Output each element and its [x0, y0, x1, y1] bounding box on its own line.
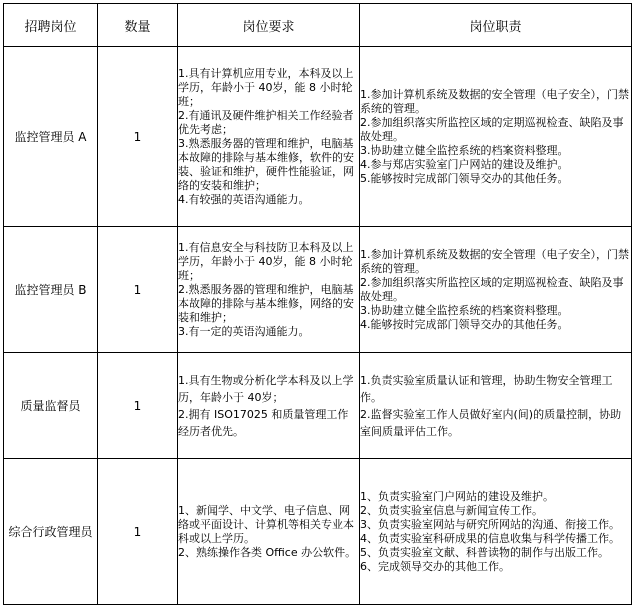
duties-cell [360, 47, 632, 227]
duty-item: 6、完成领导交办的其他工作。 [360, 559, 510, 573]
count-cell: 1 [98, 227, 178, 353]
count-cell: 1 [98, 353, 178, 459]
duty-item: 1.负责实验室质量认证和管理，协助生物安全管理工作。 [360, 373, 613, 404]
recruitment-table [3, 3, 632, 605]
duty-item: 4.参与郑店实验室门户网站的建设及维护。 [360, 157, 569, 171]
requirements-cell [178, 353, 360, 459]
duty-item: 5.能够按时完成部门领导交办的其他任务。 [360, 171, 569, 185]
header-requirements: 岗位要求 [178, 4, 360, 47]
header-position: 招聘岗位 [4, 4, 98, 47]
duty-item: 1.参加计算机系统及数据的安全管理（电子安全），门禁系统的管理。 [360, 87, 629, 115]
requirement-item: 4.有较强的英语沟通能力。 [178, 192, 310, 206]
count-cell: 1 [98, 47, 178, 227]
duty-item: 5、负责实验室文献、科普读物的制作与出版工作。 [360, 545, 609, 559]
duty-item: 3.协助建立健全监控系统的档案资料整理。 [360, 143, 569, 157]
duties-cell [360, 353, 632, 459]
requirement-item: 3.有一定的英语沟通能力。 [178, 324, 310, 338]
duty-item: 1.参加计算机系统及数据的安全管理（电子安全），门禁系统的管理。 [360, 247, 629, 275]
table-row [4, 459, 632, 605]
requirement-item: 3.熟悉服务器的管理和维护，电脑基本故障的排除与基本维修，软件的安装、验证和维护，硬件性能验证，网络的安装和维护； [178, 136, 354, 192]
duty-item: 3、负责实验室网站与研究所网站的沟通、衔接工作。 [360, 517, 620, 531]
duty-item: 2.参加组织落实所监控区域的定期巡视检查、缺陷及事故处理。 [360, 115, 624, 143]
requirements-cell [178, 47, 360, 227]
duty-item: 2、负责实验室信息与新闻宣传工作。 [360, 503, 543, 517]
requirements-cell [178, 459, 360, 605]
position-cell: 监控管理员 A [4, 47, 98, 227]
duty-item: 2.参加组织落实所监控区域的定期巡视检查、缺陷及事故处理。 [360, 275, 624, 303]
table-row [4, 47, 632, 227]
header-count: 数量 [98, 4, 178, 47]
duty-item: 2.监督实验室工作人员做好室内(间)的质量控制，协助室间质量评估工作。 [360, 407, 622, 438]
requirement-item: 2.有通讯及硬件维护相关工作经验者优先考虑； [178, 108, 354, 136]
count-cell: 1 [98, 459, 178, 605]
duty-item: 4.能够按时完成部门领导交办的其他任务。 [360, 317, 569, 331]
table-row [4, 227, 632, 353]
requirement-item: 1.具有计算机应用专业，本科及以上学历，年龄小于 40岁，能 8 小时轮班； [178, 66, 354, 108]
duty-item: 4、负责实验室科研成果的信息收集与科学传播工作。 [360, 531, 620, 545]
table-row [4, 353, 632, 459]
requirement-item: 2、熟练操作各类 Office 办公软件。 [178, 545, 357, 559]
position-cell: 监控管理员 B [4, 227, 98, 353]
duties-cell [360, 227, 632, 353]
requirement-item: 1、新闻学、中文学、电子信息、网络或平面设计、计算机等相关专业本科或以上学历。 [178, 503, 354, 545]
position-cell: 综合行政管理员 [4, 459, 98, 605]
requirement-item: 1.有信息安全与科技防卫本科及以上学历，年龄小于 40岁，能 8 小时轮班； [178, 240, 354, 282]
duty-item: 3.协助建立健全监控系统的档案资料整理。 [360, 303, 569, 317]
header-duties: 岗位职责 [360, 4, 632, 47]
position-cell: 质量监督员 [4, 353, 98, 459]
requirement-item: 2.熟悉服务器的管理和维护，电脑基本故障的排除与基本维修，网络的安装和维护； [178, 282, 354, 324]
requirement-item: 1.具有生物或分析化学本科及以上学历，年龄小于 40岁； [178, 373, 354, 404]
duties-cell [360, 459, 632, 605]
duty-item: 1、负责实验室门户网站的建设及维护。 [360, 489, 554, 503]
requirement-item: 2.拥有 ISO17025 和质量管理工作经历者优先。 [178, 407, 349, 438]
requirements-cell [178, 227, 360, 353]
header-row [4, 4, 632, 47]
